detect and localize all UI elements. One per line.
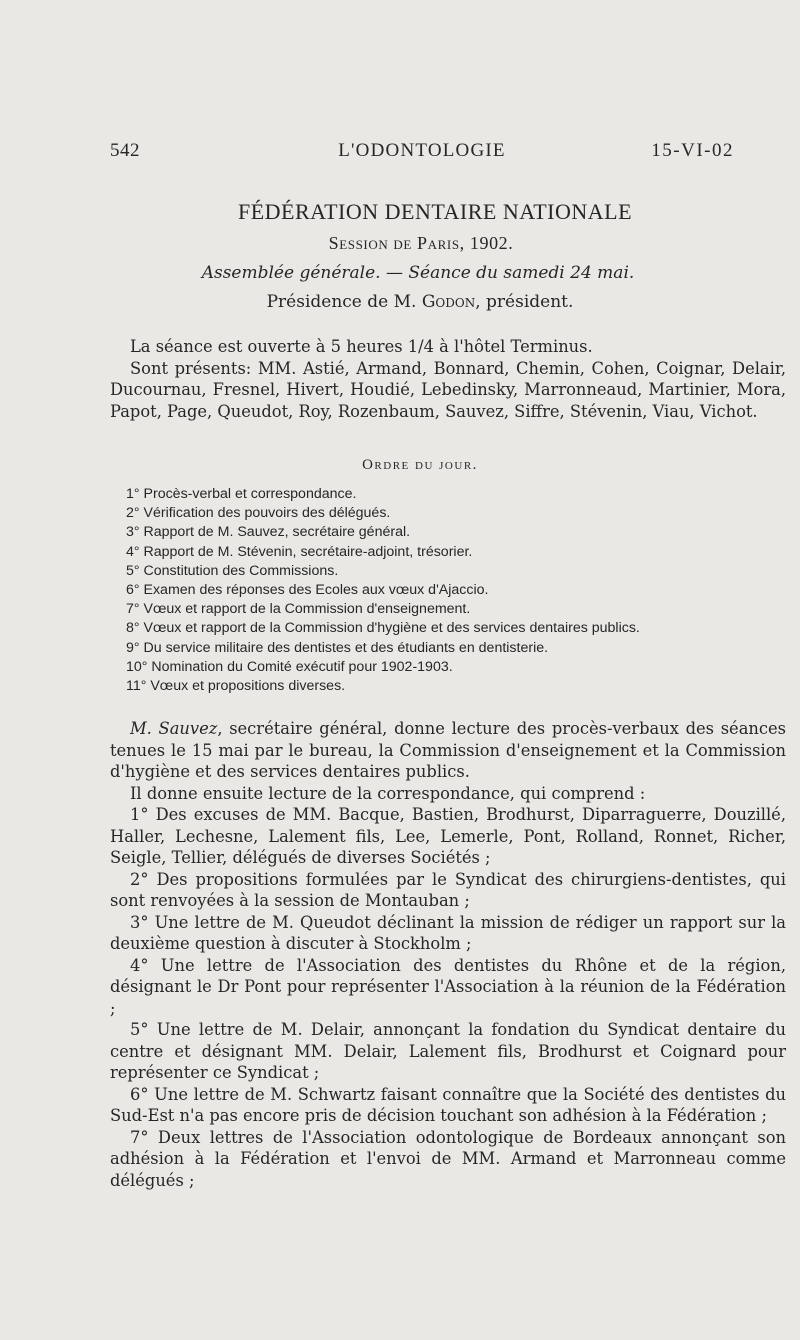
journal-title: L'ODONTOLOGIE: [338, 140, 506, 161]
presidence-line: [0, 292, 800, 312]
correspondence-item: 4° Une lettre de l'Association des dentistes du Rhône et de la région, désignant le Dr Pont pour représenter l'Association à la réunion de la Fédération ;: [110, 955, 786, 1018]
correspondence-item: 2° Des propositions formulées par le Syndicat des chirurgiens-dentistes, qui sont renvoyées à la session de Montauban ;: [110, 869, 786, 910]
report-paragraph: [110, 718, 786, 783]
president-name: Godon: [421, 292, 476, 312]
agenda-item: 7° Vœux et rapport de la Commission d'enseignement.: [126, 601, 471, 618]
presidence-suffix: , président.: [475, 292, 574, 312]
agenda-item: 1° Procès-verbal et correspondance.: [126, 486, 357, 502]
agenda-item: 2° Vérification des pouvoirs des délégués.: [126, 505, 391, 522]
agenda-heading: Ordre du jour.: [362, 457, 478, 473]
agenda-item: 11° Vœux et propositions diverses.: [126, 678, 346, 695]
attendance-text: Sont présents: MM. Astié, Armand, Bonnard, Chemin, Cohen, Coignar, Delair, Ducournau, Fresnel, Hivert, Houdié, Lebedinsky, Marronneaud, Martinier, Mora, Papot, Page, Queudot, Roy, Rozenbaum, Sauvez, Siffre, Stévenin, Viau, Vichot.: [110, 358, 786, 421]
assembly-line: Assemblée générale. — Séance du samedi 24 mai.: [201, 263, 635, 283]
presidence-prefix: Présidence de M.: [266, 292, 422, 312]
session-line: Session de Paris, 1902.: [328, 233, 514, 253]
agenda-item: 4° Rapport de M. Stévenin, secrétaire-adjoint, trésorier.: [126, 543, 473, 560]
agenda-item: 5° Constitution des Commissions.: [126, 562, 339, 579]
correspondence-item: 7° Deux lettres de l'Association odontologique de Bordeaux annonçant son adhésion à la Fédération et l'envoi de MM. Armand et Marronneau comme délégués ;: [110, 1127, 786, 1190]
correspondence-item: 1° Des excuses de MM. Bacque, Bastien, Brodhurst, Diparraguerre, Douzillé, Haller, Lechesne, Lalement fils, Lee, Lemerle, Pont, Rolland, Ronnet, Richer, Seigle, Tellier, délégués de diverses Sociétés ;: [110, 805, 786, 867]
issue-date: 15-VI-02: [651, 140, 734, 161]
speaker-name: M. Sauvez: [130, 719, 218, 738]
agenda-item: 9° Du service militaire des dentistes et des étudiants en dentisterie.: [126, 639, 549, 656]
agenda-list: [110, 485, 786, 696]
agenda-item: 6° Examen des réponses des Ecoles aux vœux d'Ajaccio.: [126, 582, 489, 599]
correspondence-item: 6° Une lettre de M. Schwartz faisant connaître que la Société des dentistes du Sud-Est n'a pas encore pris de décision touchant son adhésion à la Fédération ;: [110, 1084, 786, 1125]
agenda-item: 3° Rapport de M. Sauvez, secrétaire général.: [126, 524, 411, 541]
correspondence-item: 3° Une lettre de M. Queudot déclinant la mission de rédiger un rapport sur la deuxième question à discuter à Stockholm ;: [110, 912, 786, 953]
opening-paragraph: [110, 336, 786, 422]
proceedings-text: [110, 718, 786, 1191]
running-head: [110, 140, 734, 164]
agenda-item: 8° Vœux et rapport de la Commission d'hygiène et des services dentaires publics.: [126, 620, 640, 637]
article-title: FÉDÉRATION DENTAIRE NATIONALE: [237, 199, 633, 224]
page-number: 542: [110, 140, 140, 161]
agenda-item: 10° Nomination du Comité exécutif pour 1902-1903.: [126, 658, 453, 675]
correspondence-intro: Il donne ensuite lecture de la correspondance, qui comprend :: [130, 783, 646, 803]
report-text: , secrétaire général, donne lecture des procès-verbaux des séances tenues le 15 mai par le bureau, la Commission d'enseignement et la Commission d'hygiène et des services dentaires publics.: [110, 719, 786, 781]
opening-text: La séance est ouverte à 5 heures 1/4 à l'hôtel Terminus.: [130, 337, 593, 356]
correspondence-item: 5° Une lettre de M. Delair, annonçant la fondation du Syndicat dentaire du centre et désignant MM. Delair, Lalement fils, Brodhurst et Coignard pour représenter ce Syndicat ;: [110, 1020, 786, 1082]
